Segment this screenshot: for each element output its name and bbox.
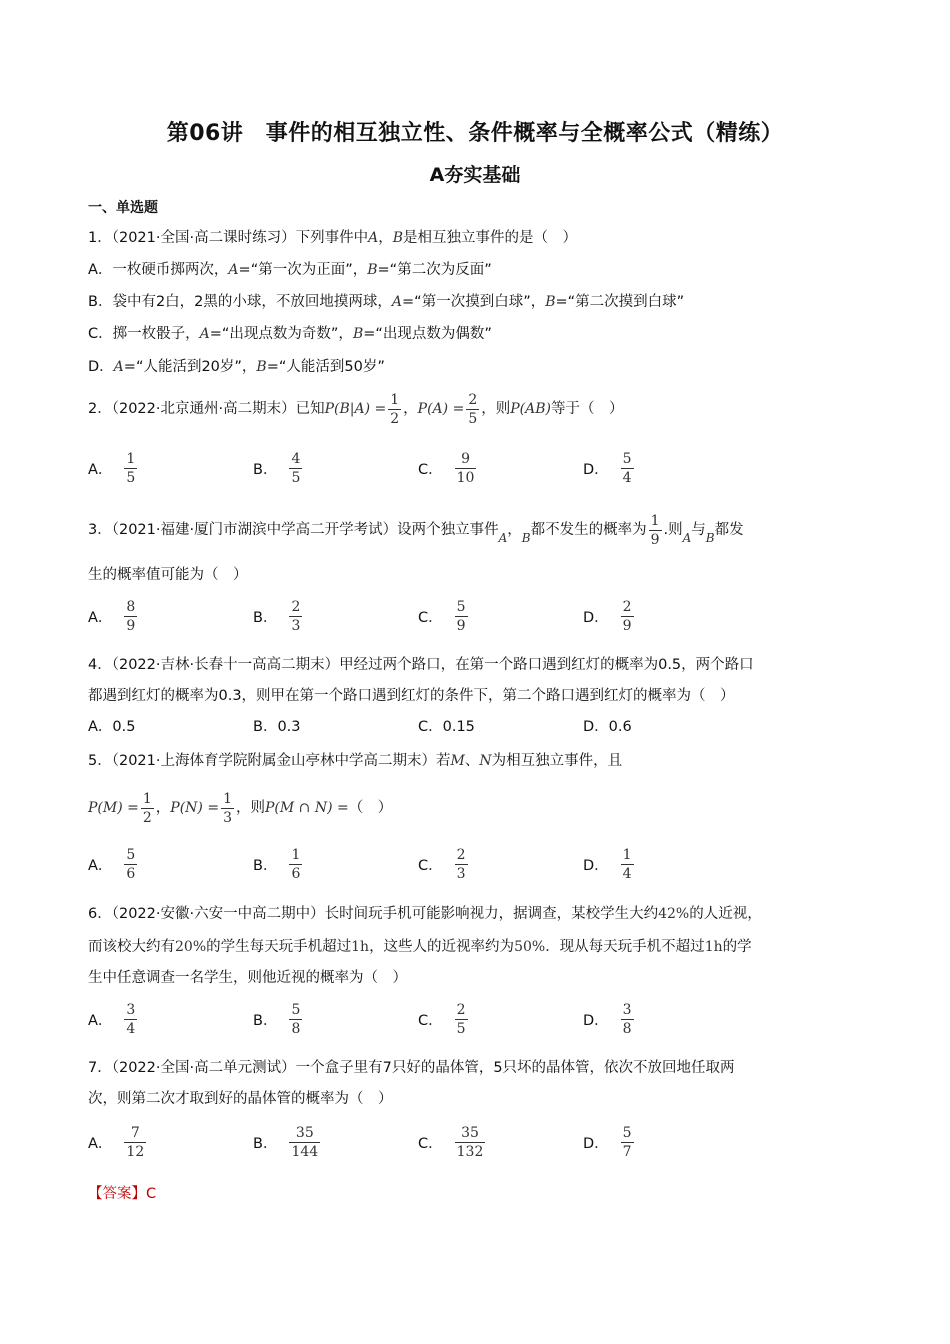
answer-label: 【答案】C [88, 1186, 157, 1202]
question-6-option-d: D． $\frac{3}{8}$ [583, 1002, 632, 1037]
question-1-stem: 1．（2021·全国·高二课时练习）下列事件中A，B是相互独立事件的是（ ） [88, 230, 578, 246]
question-5-option-a: A． $\frac{5}{6}$ [88, 847, 136, 882]
question-3-option-d: D． $\frac{2}{9}$ [583, 599, 632, 634]
question-5-stem-line-2: P(M) = $\frac{1}{2}$ ， P(N) = $\frac{1}{3}$ ，则 P(M ∩ N) = （ ） [88, 790, 393, 826]
question-2-option-c: C． $\frac{9}{10}$ [418, 451, 475, 486]
question-5-stem: 5．（2021·上海体育学院附属金山亭林中学高二期末）若M、N为相互独立事件，且 [88, 753, 623, 769]
question-3-stem-line-2: 生的概率值可能为（ ） [88, 567, 248, 583]
question-3-option-b: B． $\frac{2}{3}$ [253, 599, 301, 634]
question-2-option-a: A． $\frac{1}{5}$ [88, 451, 136, 486]
question-6-stem-line-2: 而该校大约有20%的学生每天玩手机超过1h，这些人的近视率约为50%．现从每天玩手机不超过1h的学 [88, 939, 752, 955]
question-7-option-c: C． $\frac{35}{132}$ [418, 1125, 484, 1160]
question-3-stem: 3．（2021·福建·厦门市湖滨中学高二开学考试）设两个独立事件 A ， B 都不发生的概率为 $\frac{1}{9}$ .则 A 与 B 都发 [88, 512, 744, 548]
question-4-option-b: B．0.3 [253, 719, 301, 735]
question-4-option-c: C．0.15 [418, 719, 475, 735]
question-7-stem: 7．（2022·全国·高二单元测试）一个盒子里有7只好的晶体管，5只坏的晶体管，依次不放回地任取两 [88, 1060, 735, 1076]
question-7-stem-line-2: 次，则第二次才取到好的晶体管的概率为（ ） [88, 1091, 393, 1107]
fraction: $\frac{1}{3}$ [223, 790, 232, 826]
question-1-option-c: C．掷一枚骰子，A=“出现点数为奇数”，B=“出现点数为偶数” [88, 326, 492, 342]
question-4-option-a: A．0.5 [88, 719, 136, 735]
question-6-stem: 6．（2022·安徽·六安一中高二期中）长时间玩手机可能影响视力，据调查，某校学生大约42%的人近视， [88, 906, 762, 922]
question-2-option-d: D． $\frac{5}{4}$ [583, 451, 632, 486]
question-6-option-b: B． $\frac{5}{8}$ [253, 1002, 301, 1037]
question-2-option-b: B． $\frac{4}{5}$ [253, 451, 301, 486]
question-5-option-c: C． $\frac{2}{3}$ [418, 847, 466, 882]
question-1-option-b: B．袋中有2白，2黑的小球，不放回地摸两球，A=“第一次摸到白球”，B=“第二次摸到白球” [88, 294, 685, 310]
section-heading: 一、单选题 [88, 200, 158, 216]
question-6-stem-line-3: 生中任意调查一名学生，则他近视的概率为（ ） [88, 970, 407, 986]
fraction: $\frac{1}{2}$ [142, 790, 152, 826]
fraction: $\frac{1}{2}$ [390, 391, 400, 427]
page-subtitle: A夯实基础 [429, 164, 521, 186]
question-3-option-c: C． $\frac{5}{9}$ [418, 599, 466, 634]
question-5-option-b: B． $\frac{1}{6}$ [253, 847, 301, 882]
question-1-option-a: A．一枚硬币掷两次，A=“第一次为正面”，B=“第二次为反面” [88, 262, 492, 278]
question-7-option-a: A． $\frac{7}{12}$ [88, 1125, 145, 1160]
question-4-stem: 4．（2022·吉林·长春十一高高二期末）甲经过两个路口，在第一个路口遇到红灯的概率为0.5，两个路口 [88, 657, 754, 673]
question-3-option-a: A． $\frac{8}{9}$ [88, 599, 136, 634]
question-4-option-d: D．0.6 [583, 719, 632, 735]
question-6-option-c: C． $\frac{2}{5}$ [418, 1002, 466, 1037]
question-1-option-d: D．A=“人能活到20岁”，B=“人能活到50岁” [88, 359, 385, 375]
question-5-option-d: D． $\frac{1}{4}$ [583, 847, 632, 882]
fraction: $\frac{1}{9}$ [650, 512, 660, 548]
question-6-option-a: A． $\frac{3}{4}$ [88, 1002, 136, 1037]
page-title: 第06讲 事件的相互独立性、条件概率与全概率公式（精练） [166, 121, 784, 146]
question-2-stem: 2．（2022·北京通州·高二期末）已知 P(B|A) = $\frac{1}{2}$ ， P(A) = $\frac{2}{5}$ ，则 P(AB) 等于（ ） [88, 391, 624, 427]
question-7-option-d: D． $\frac{5}{7}$ [583, 1125, 632, 1160]
question-4-stem-line-2: 都遇到红灯的概率为0.3，则甲在第一个路口遇到红灯的条件下，第二个路口遇到红灯的概率为（ ） [88, 688, 735, 704]
question-7-option-b: B． $\frac{35}{144}$ [253, 1125, 319, 1160]
fraction: $\frac{2}{5}$ [468, 391, 478, 427]
